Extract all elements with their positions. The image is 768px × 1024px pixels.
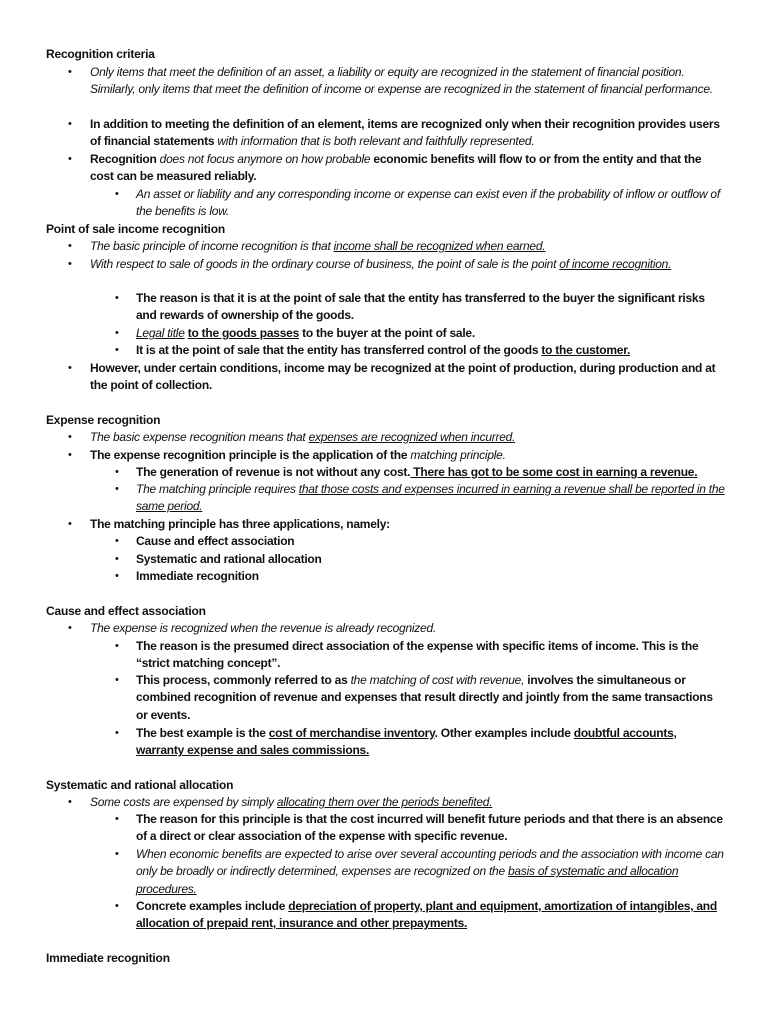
heading-cause-and-effect: Cause and effect association [46,604,206,618]
bullet: • [68,153,72,165]
list-item-text [136,725,726,760]
list-item [68,794,726,811]
list-item-text [136,290,726,325]
text-run: to the customer. [541,343,631,357]
bullet: • [115,466,119,478]
sub-list-item [115,533,726,550]
text-run: to the buyer at the point of sale. [299,326,475,340]
text-run: Recognition [90,152,160,166]
text-run: expenses are recognized when incurred. [308,430,516,444]
text-run: The matching principle requires [136,482,299,496]
text-run: The reason is that it is at the point of sale that the entity has transferred to the buyer the significant risks and rewards of ownership of the goods. [136,291,705,323]
list-item-text [136,325,726,342]
sub-list-item [115,638,726,673]
text-run: Concrete examples include [136,899,289,913]
list-item-text [90,151,726,186]
list-item-text [136,672,726,724]
text-run: This process, commonly referred to as [136,673,351,687]
list-item [68,620,726,637]
heading-systematic-allocation: Systematic and rational allocation [46,778,234,792]
list-item [68,116,726,151]
bullet: • [115,813,119,825]
list-item-text [136,186,726,221]
heading-point-of-sale: Point of sale income recognition [46,222,225,236]
sub-list-item [115,846,726,898]
text-run: Only items that meet the definition of an asset, a liability or equity are recognized in the statement of financial position. Similarly, only items that meet the definition of income or expense are recognized in the statement of financial performance. [90,65,713,97]
text-run: The generation of revenue is not without any cost. [136,465,411,479]
bullet: • [68,240,72,252]
text-run: It is at the point of sale that the entity has transferred control of the goods [136,343,542,357]
text-run: With respect to sale of goods in the ordinary course of business, the point of sale is the point [90,257,560,271]
list-item-text [90,256,726,273]
text-run: The basic principle of income recognition is that [90,239,334,253]
bullet: • [68,66,72,78]
bullet: • [68,258,72,270]
text-run: There has got to be some cost in earning a revenue. [410,465,698,479]
list-item-text [136,551,726,568]
list-item-text [90,447,726,464]
text-run: In addition to meeting the definition of an element, items are recognized only when their recognition provides users of financial statements [90,117,720,149]
bullet: • [115,553,119,565]
sub-list-item [115,186,726,221]
text-run: Some costs are expensed by simply [90,795,277,809]
text-run: income shall be recognized when earned. [333,239,546,253]
bullet: • [115,727,119,739]
text-run: basis of systematic and allocation procedures. [136,864,679,896]
bullet: • [68,518,72,530]
list-item-text [136,481,726,516]
text-run: The expense recognition principle is the application of the [90,448,411,462]
list-item-text [90,360,726,395]
list-item-text [90,64,726,99]
list-item [68,429,726,446]
sub-list-item [115,811,726,846]
list-item-text [90,620,726,637]
bullet: • [115,535,119,547]
bullet: • [115,900,119,912]
bullet: • [115,848,119,860]
text-run: cost of merchandise inventory [268,726,435,740]
bullet: • [115,640,119,652]
text-run: economic benefits will flow to or from the entity and that the cost can be measured reliably. [90,152,702,184]
bullet: • [68,622,72,634]
list-item-text [90,516,726,533]
list-item [68,256,726,273]
text-run: involves the simultaneous or combined recognition of revenue and expenses that result directly and jointly from the same transactions or events. [136,673,713,722]
text-run: with information that is both relevant and faithfully represented. [217,134,535,149]
sub-list-item [115,725,726,760]
list-item-text [90,429,726,446]
bullet: • [68,362,72,374]
text-run: Immediate recognition [136,569,259,583]
bullet: • [115,570,119,582]
text-run: depreciation of property, plant and equipment, amortization of intangibles, and allocation of prepaid rent, insurance and other prepayments. [136,899,717,931]
text-run: matching principle. [410,448,506,462]
text-run: Legal title [136,326,185,340]
list-item-text [136,533,726,550]
text-run: of income recognition. [559,257,672,271]
sub-list-item [115,568,726,585]
sub-list-item [115,672,726,724]
list-item [68,516,726,533]
list-item [68,238,726,255]
bullet: • [115,327,119,339]
sub-list-item [115,898,726,933]
text-run: the matching of cost with revenue, [350,673,525,687]
sub-list-item [115,551,726,568]
bullet: • [68,449,72,461]
text-run: to the goods passes [187,326,299,340]
bullet: • [115,674,119,686]
text-run: Systematic and rational allocation [136,552,322,566]
text-run: The reason for this principle is that the cost incurred will benefit future periods and that there is an absence of a direct or clear association of the expense with specific revenue. [136,812,723,844]
list-item [68,447,726,464]
list-item-text [136,638,726,673]
heading-immediate-recognition: Immediate recognition [46,951,170,965]
list-item-text [136,898,726,933]
text-run: The best example is the [136,726,269,740]
list-item-text [136,342,726,359]
list-item-text [90,116,726,151]
list-item-text [136,568,726,585]
bullet: • [68,796,72,808]
bullet: • [68,431,72,443]
text-run: The basic expense recognition means that [90,430,309,444]
text-run: The matching principle has three applications, namely: [90,517,390,531]
sub-list-item [115,290,726,325]
text-run: The reason is the presumed direct association of the expense with specific items of income. This is the “strict matching concept”. [136,639,699,671]
text-run: An asset or liability and any corresponding income or expense can exist even if the probability of inflow or outflow of the benefits is low. [136,187,720,219]
list-item [68,64,726,99]
text-run: does not focus anymore on how probable [159,152,374,166]
list-item-text [136,846,726,898]
heading-recognition-criteria: Recognition criteria [46,47,155,61]
text-run: However, under certain conditions, income may be recognized at the point of production, during production and at the point of collection. [90,361,716,393]
text-run: . Other examples include [434,726,574,740]
bullet: • [115,344,119,356]
sub-list-item [115,481,726,516]
text-run: allocating them over the periods benefited. [276,795,493,809]
bullet: • [68,118,72,130]
text-run: Cause and effect association [136,534,295,548]
sub-list-item [115,464,726,481]
list-item-text [136,811,726,846]
text-run: that those costs and expenses incurred in earning a revenue shall be reported in the same period. [136,482,725,514]
list-item-text [136,464,726,481]
list-item [68,151,726,186]
list-item [68,360,726,395]
text-run: doubtful accounts, warranty expense and sales commissions. [136,726,677,758]
list-item-text [90,238,726,255]
sub-list-item [115,342,726,359]
text-run: The expense is recognized when the revenue is already recognized. [90,621,436,635]
heading-expense-recognition: Expense recognition [46,413,161,427]
bullet: • [115,483,119,495]
bullet: • [115,292,119,304]
text-run: When economic benefits are expected to arise over several accounting periods and the association with income can only be broadly or indirectly determined, expenses are recognized on the [136,847,724,879]
sub-list-item [115,325,726,342]
list-item-text [90,794,726,811]
bullet: • [115,188,119,200]
